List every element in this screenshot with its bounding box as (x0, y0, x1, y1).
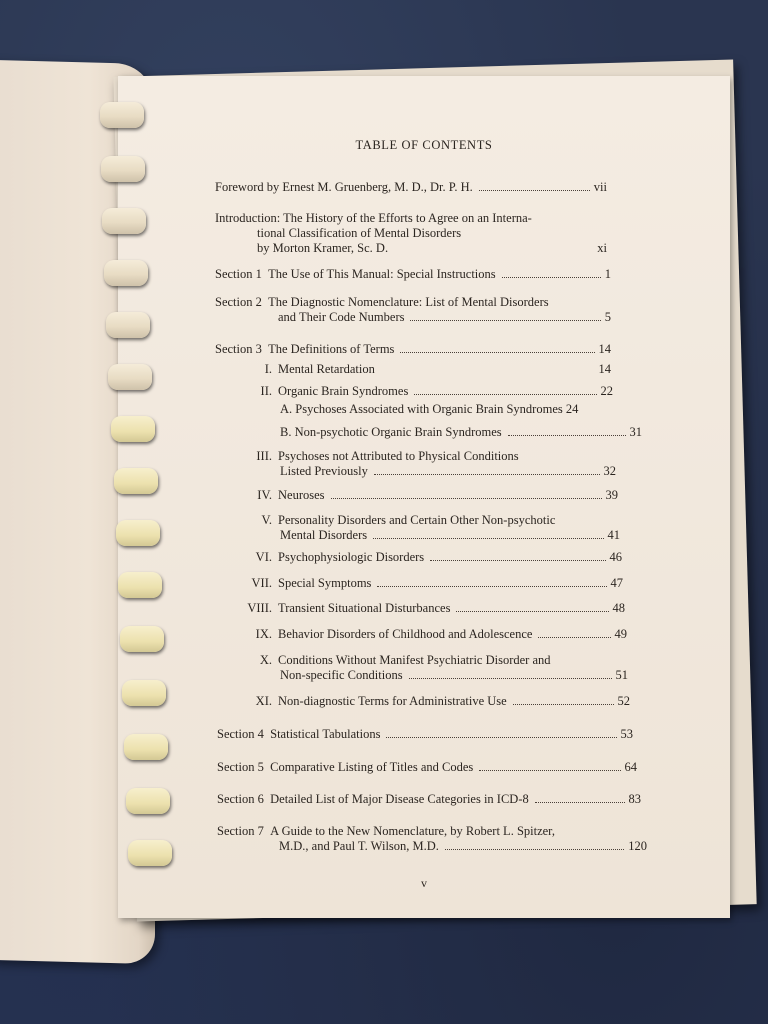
binding-coil (102, 208, 146, 234)
binding-coil (114, 468, 158, 494)
binding-coil (111, 416, 155, 442)
toc-page (118, 76, 730, 918)
toc-entry-section-5: Section 5 Comparative Listing of Titles and Codes 64 (217, 760, 637, 774)
toc-entry-section-1: Section 1 The Use of This Manual: Special Instructions 1 (215, 267, 611, 281)
page-number: v (421, 876, 427, 890)
binding-coil (116, 520, 160, 546)
toc-title: TABLE OF CONTENTS (355, 138, 493, 152)
binding-coil (124, 734, 168, 760)
binding-coil (104, 260, 148, 286)
toc-item-iii: III. Psychoses not Attributed to Physical Conditions Listed Previously 32 (256, 449, 616, 478)
toc-entry-section-3: Section 3 The Definitions of Terms 14 (215, 342, 611, 356)
toc-item-x: X. Conditions Without Manifest Psychiatric Disorder and Non-specific Conditions 51 (259, 653, 628, 682)
binding-coil (108, 364, 152, 390)
spiral-binding (94, 98, 154, 878)
binding-coil (120, 626, 164, 652)
toc-entry-section-6: Section 6 Detailed List of Major Disease Categories in ICD-8 83 (217, 792, 641, 806)
toc-entry-introduction: Introduction: The History of the Efforts to Agree on an Interna- tional Classification of Mental Disorders by Morton Kramer, Sc. D. xi (215, 211, 607, 255)
toc-entry-section-7: Section 7 A Guide to the New Nomenclature, by Robert L. Spitzer, M.D., and Paul T. Wilson, M.D. 120 (217, 824, 647, 853)
binding-coil (118, 572, 162, 598)
toc-item-vi: VI. Psychophysiologic Disorders 46 (255, 550, 622, 564)
toc-item-vii: VII. Special Symptoms 47 (251, 576, 623, 590)
toc-entry-section-2: Section 2 The Diagnostic Nomenclature: List of Mental Disorders and Their Code Numbers 5 (215, 295, 611, 324)
binding-coil (126, 788, 170, 814)
binding-coil (106, 312, 150, 338)
toc-entry-foreword: Foreword by Ernest M. Gruenberg, M. D., Dr. P. H. vii (215, 180, 607, 194)
binding-coil (128, 840, 172, 866)
toc-entry-section-4: Section 4 Statistical Tabulations 53 (217, 727, 633, 741)
toc-item-i: I. Mental Retardation 14 (264, 362, 611, 376)
toc-item-xi: XI. Non-diagnostic Terms for Administrative Use 52 (255, 694, 630, 708)
binding-coil (101, 156, 145, 182)
toc-item-ii: II. Organic Brain Syndromes 22 (260, 384, 613, 398)
toc-item-ix: IX. Behavior Disorders of Childhood and Adolescence 49 (255, 627, 627, 641)
binding-coil (100, 102, 144, 128)
toc-item-viii: VIII. Transient Situational Disturbances 48 (247, 601, 625, 615)
binding-coil (122, 680, 166, 706)
toc-item-v: V. Personality Disorders and Certain Other Non-psychotic Mental Disorders 41 (261, 513, 620, 542)
toc-item-ii-a: A. Psychoses Associated with Organic Brain Syndromes 24 (280, 402, 579, 416)
toc-item-iv: IV. Neuroses 39 (257, 488, 618, 502)
toc-item-ii-b: B. Non-psychotic Organic Brain Syndromes 31 (280, 425, 642, 439)
